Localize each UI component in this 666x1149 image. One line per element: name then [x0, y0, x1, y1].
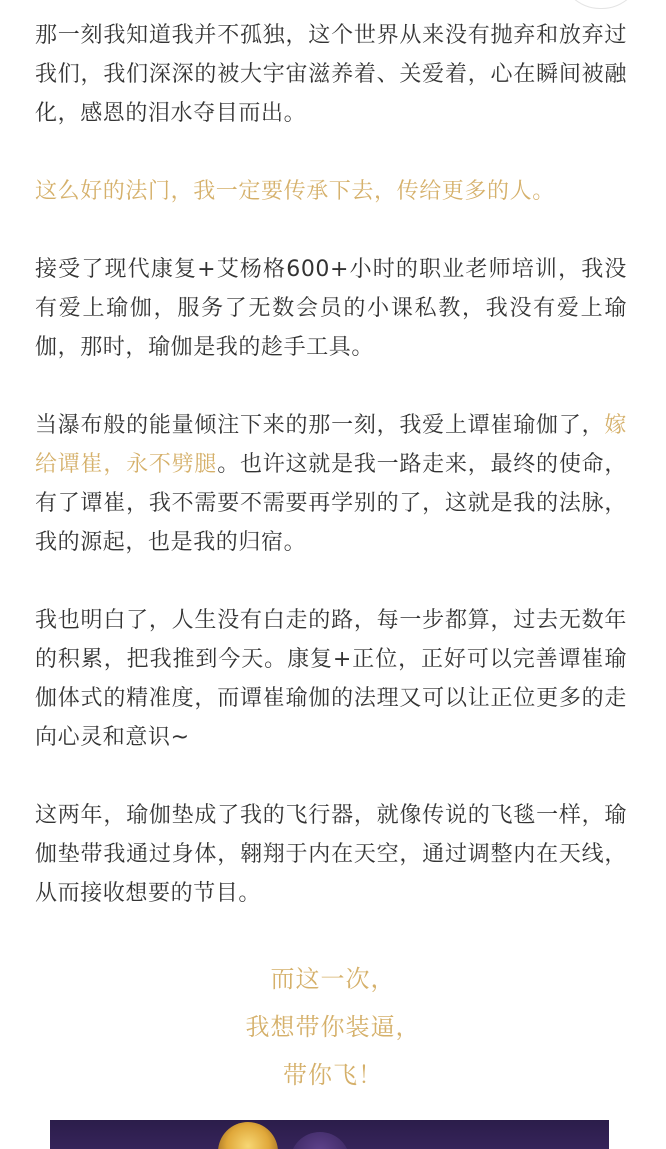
floating-button-edge[interactable]	[560, 0, 642, 9]
paragraph-pass-on-method: 这么好的法门，我一定要传承下去，传给更多的人。	[35, 179, 555, 204]
paragraph-not-alone: 那一刻我知道我并不孤独，这个世界从来没有抛弃和放弃过我们，我们深深的被大宇宙滋养着、关爱着，心在瞬间被融化，感恩的泪水夺目而出。	[35, 23, 627, 126]
highlight-marry-tantra: 嫁给谭崔，永不劈腿	[35, 413, 627, 477]
closing-line-1: 而这一次，	[270, 965, 396, 993]
image-purple-shape	[290, 1132, 350, 1149]
paragraph-fell-in-love	[35, 406, 627, 562]
paragraph-yoga-mat-aircraft: 这两年，瑜伽垫成了我的飞行器，就像传说的飞毯一样，瑜伽垫带我通过身体，翱翔于内在天空，通过调整内在天线，从而接收想要的节目。	[35, 803, 627, 906]
article-image	[50, 1120, 609, 1149]
paragraph-no-wasted-road: 我也明白了，人生没有白走的路，每一步都算，过去无数年的积累，把我推到今天。康复+正位，正好可以完善谭崔瑜伽体式的精准度，而谭崔瑜伽的法理又可以让正位更多的走向心灵和意识~	[35, 608, 627, 750]
paragraph-fell-in-love-part1: 当瀑布般的能量倾注下来的那一刻，我爱上谭崔瑜伽了，	[35, 413, 605, 438]
closing-line-3: 带你飞！	[283, 1061, 383, 1089]
paragraph-training: 接受了现代康复+艾杨格600+小时的职业老师培训，我没有爱上瑜伽，服务了无数会员的小课私教，我没有爱上瑜伽，那时，瑜伽是我的趁手工具。	[35, 257, 627, 360]
closing-slogan	[0, 955, 666, 1099]
closing-line-2: 我想带你装逼，	[245, 1013, 421, 1041]
paragraph-fell-in-love-part2: 。也许这就是我一路走来，最终的使命，有了谭崔，我不需要不需要再学别的了，这就是我的法脉，我的源起，也是我的归宿。	[35, 452, 627, 555]
image-golden-figure	[218, 1122, 278, 1149]
